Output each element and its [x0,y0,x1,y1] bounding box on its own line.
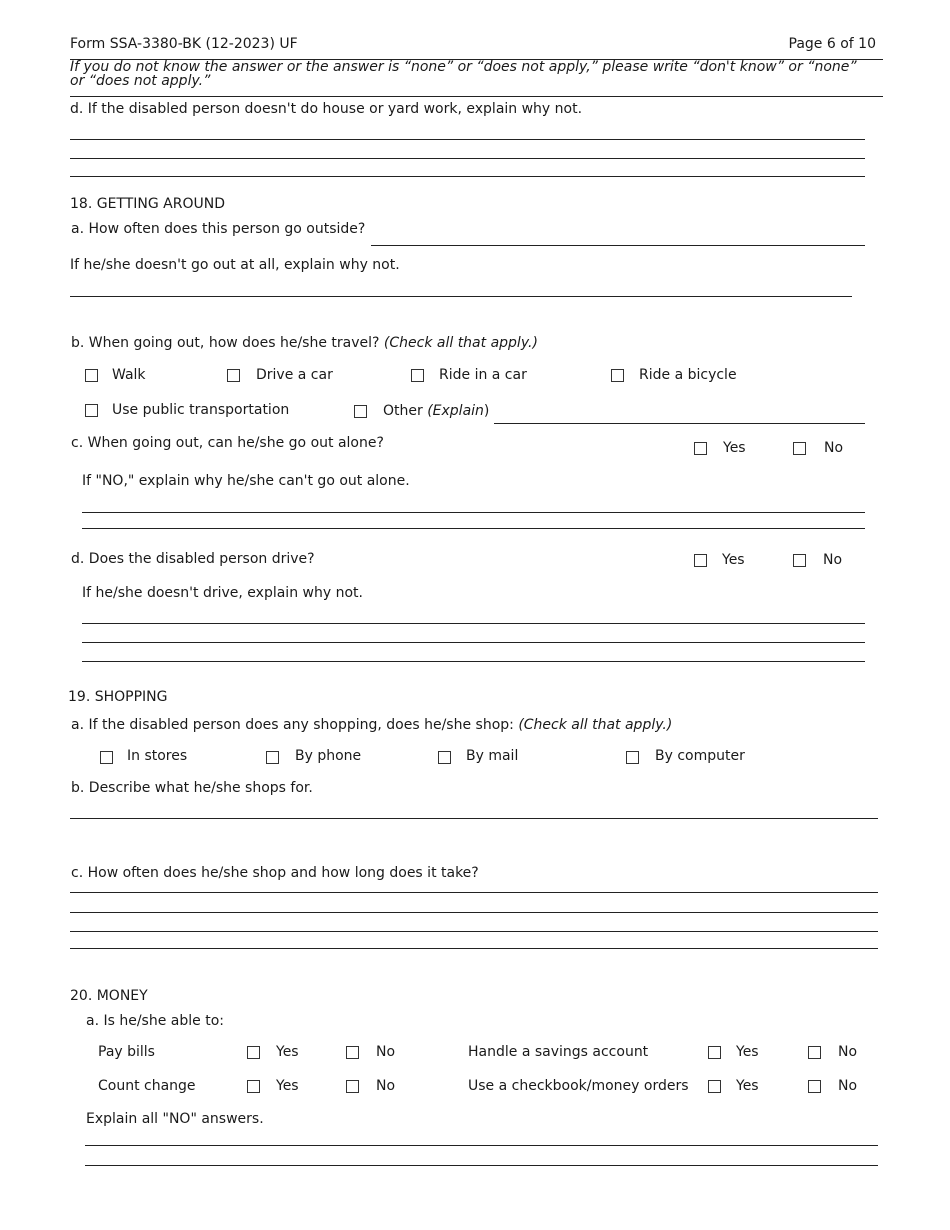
count-change-yes-label: Yes [276,1078,299,1094]
q18b-question: b. When going out, how does he/she travel? [71,335,380,351]
q18c-no-checkbox[interactable] [793,442,806,455]
form-id: Form SSA-3380-BK (12-2023) UF [70,36,298,52]
other-travel-label [383,403,489,419]
pay-bills-no-checkbox[interactable] [346,1046,359,1059]
count-change-no-label: No [376,1078,396,1094]
other-travel-explain-line[interactable] [494,423,865,424]
section-20-title: 20. MONEY [70,988,148,1004]
ride-car-checkbox[interactable] [411,369,424,382]
q18a-label: a. How often does this person go outside? [71,221,366,237]
savings-no-checkbox[interactable] [808,1046,821,1059]
q18c-no-label: No [824,440,844,456]
pay-bills-yes-checkbox[interactable] [247,1046,260,1059]
savings-yes-label: Yes [736,1044,759,1060]
q18d-followup-label: If he/she doesn't drive, explain why not. [82,585,363,601]
q18d-answer-line-1[interactable] [82,623,865,624]
checkbook-no-checkbox[interactable] [808,1080,821,1093]
other-close-paren: ) [483,403,490,419]
q18c-followup-label: If "NO," explain why he/she can't go out alone. [82,473,410,489]
pay-bills-yes-label: Yes [276,1044,299,1060]
drive-car-label: Drive a car [256,367,333,383]
walk-checkbox[interactable] [85,369,98,382]
q19c-answer-line-3[interactable] [70,931,878,932]
q18a-answer-line[interactable] [371,245,865,246]
q18d-yes-checkbox[interactable] [694,554,707,567]
q19a-label [71,717,672,733]
q18d-answer-line-3[interactable] [82,661,865,662]
q18d-yes-label: Yes [722,552,745,568]
by-mail-checkbox[interactable] [438,751,451,764]
by-phone-label: By phone [295,748,362,764]
q20-explain-label: Explain all "NO" answers. [86,1111,264,1127]
pay-bills-no-label: No [376,1044,396,1060]
page-number: Page 6 of 10 [788,36,876,52]
q18c-answer-line-1[interactable] [82,512,865,513]
ride-bicycle-label: Ride a bicycle [639,367,737,383]
ride-bicycle-checkbox[interactable] [611,369,624,382]
by-mail-label: By mail [466,748,519,764]
q20-explain-line-2[interactable] [85,1165,878,1166]
q18d-no-label: No [823,552,843,568]
public-transport-label: Use public transportation [112,402,290,418]
q19c-answer-line-2[interactable] [70,912,878,913]
other-travel-checkbox[interactable] [354,405,367,418]
by-computer-checkbox[interactable] [626,751,639,764]
q20a-label: a. Is he/she able to: [86,1013,224,1029]
count-change-label: Count change [98,1078,196,1094]
section-18-title: 18. GETTING AROUND [70,196,225,212]
q18d-no-checkbox[interactable] [793,554,806,567]
q19b-answer-line[interactable] [70,818,878,819]
checkbook-yes-checkbox[interactable] [708,1080,721,1093]
q17d-label: d. If the disabled person doesn't do house or yard work, explain why not. [70,101,583,117]
by-computer-label: By computer [655,748,745,764]
q18d-answer-line-2[interactable] [82,642,865,643]
q18a-followup-label: If he/she doesn't go out at all, explain why not. [70,257,400,273]
savings-label: Handle a savings account [468,1044,649,1060]
walk-label: Walk [112,367,146,383]
q19c-answer-line-4[interactable] [70,948,878,949]
q18c-answer-line-2[interactable] [82,528,865,529]
savings-yes-checkbox[interactable] [708,1046,721,1059]
q17d-answer-line-1[interactable] [70,139,865,140]
q17d-answer-line-2[interactable] [70,158,865,159]
q17d-answer-line-3[interactable] [70,176,865,177]
ride-car-label: Ride in a car [439,367,527,383]
public-transport-checkbox[interactable] [85,404,98,417]
count-change-yes-checkbox[interactable] [247,1080,260,1093]
q18c-yes-label: Yes [723,440,746,456]
q18a-followup-line[interactable] [70,296,852,297]
q19a-question: a. If the disabled person does any shopping, does he/she shop: [71,717,519,733]
count-change-no-checkbox[interactable] [346,1080,359,1093]
instruction-text: If you do not know the answer or the answer is “none” or “does not apply,” please write “don't know” or “none” or “does not apply.” [70,59,857,89]
q19c-label: c. How often does he/she shop and how long does it take? [71,865,479,881]
q19b-label: b. Describe what he/she shops for. [71,780,313,796]
header-rule-bottom [70,96,883,97]
checkbook-yes-label: Yes [736,1078,759,1094]
pay-bills-label: Pay bills [98,1044,155,1060]
other-explain-text: (Explain [427,403,484,419]
savings-no-label: No [838,1044,858,1060]
q19c-answer-line-1[interactable] [70,892,878,893]
other-text: Other [383,403,428,419]
q18d-label: d. Does the disabled person drive? [71,551,315,567]
in-stores-label: In stores [127,748,188,764]
checkbook-label: Use a checkbook/money orders [468,1078,689,1094]
q18b-label [71,335,538,351]
q18c-yes-checkbox[interactable] [694,442,707,455]
checkbook-no-label: No [838,1078,858,1094]
q19a-note: (Check all that apply.) [518,717,673,733]
by-phone-checkbox[interactable] [266,751,279,764]
drive-car-checkbox[interactable] [227,369,240,382]
q20-explain-line-1[interactable] [85,1145,878,1146]
section-19-title: 19. SHOPPING [68,689,168,705]
in-stores-checkbox[interactable] [100,751,113,764]
q18c-label: c. When going out, can he/she go out alone? [71,435,384,451]
q18b-note: (Check all that apply.) [383,335,538,351]
